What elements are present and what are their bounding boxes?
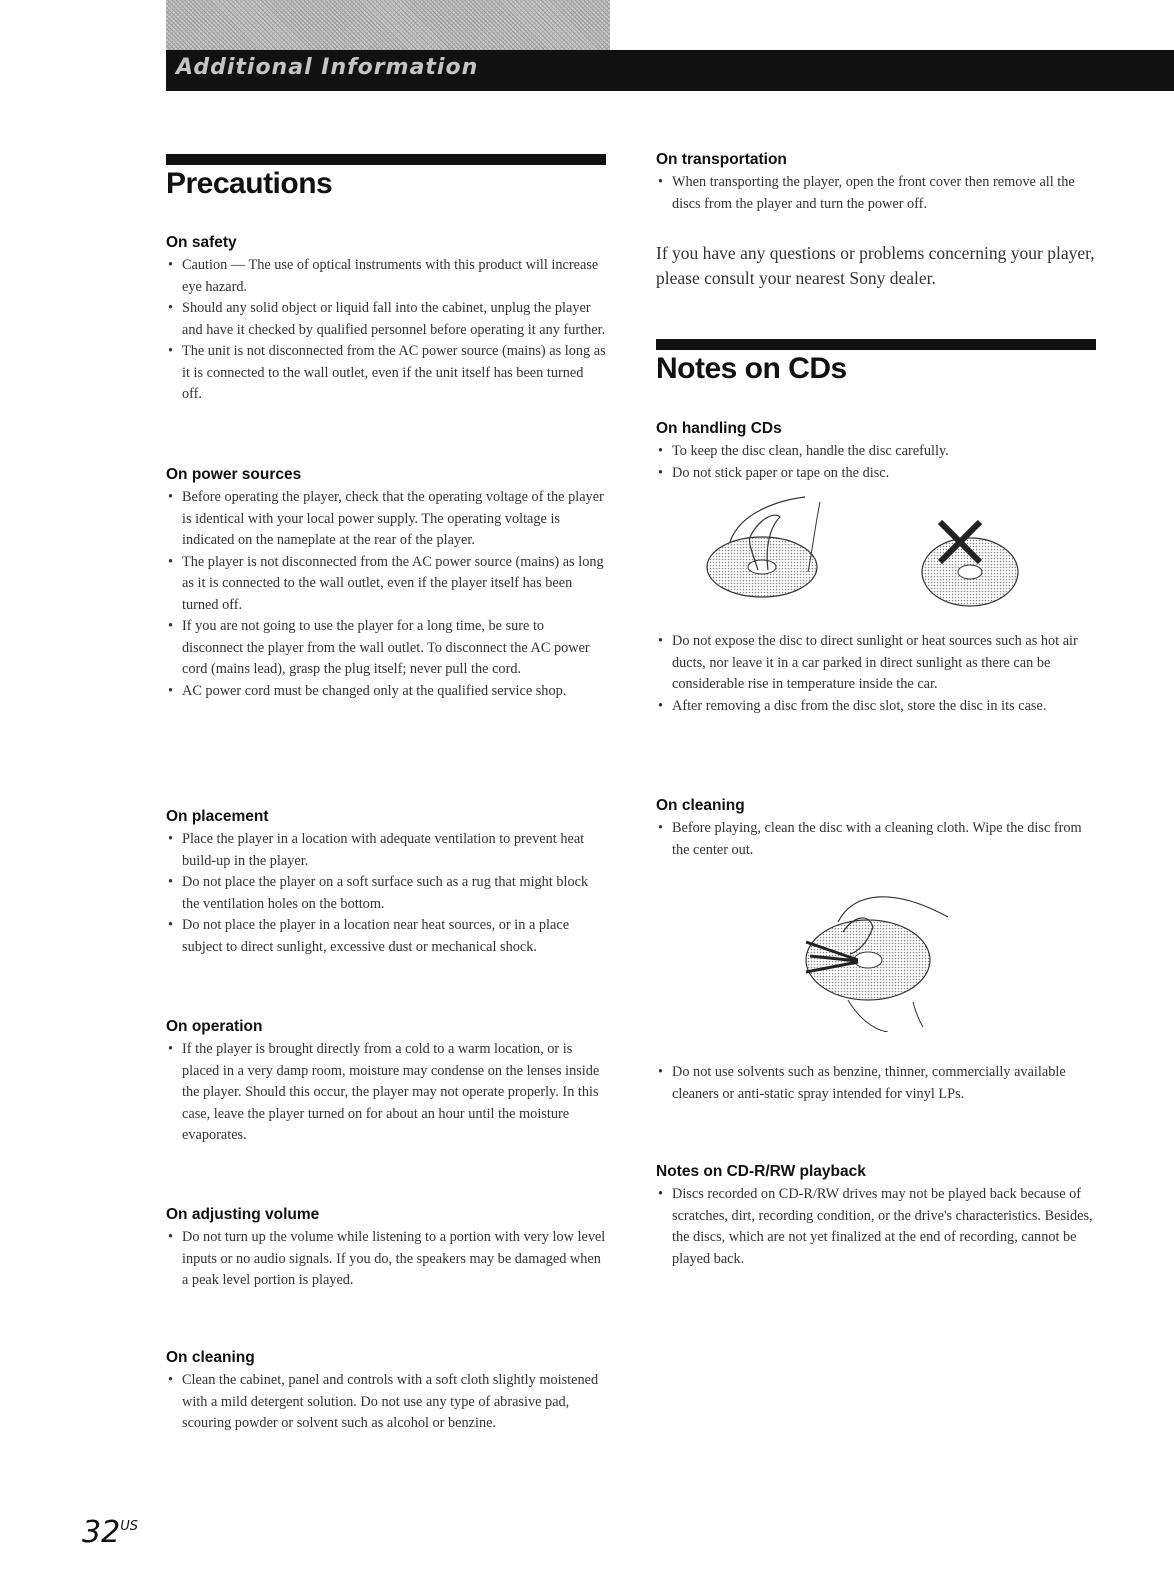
on-handling-more-list [656, 631, 1096, 717]
page-number-value: 32 [82, 1515, 121, 1550]
solvents-list [656, 1062, 1096, 1105]
on-placement-list [166, 829, 606, 958]
on-placement-block [166, 808, 606, 958]
list-item: • Do not stick paper or tape on the disc. [656, 463, 1096, 485]
hand-outline [848, 1000, 923, 1032]
cdrw-list [656, 1184, 1096, 1270]
list-item: • Should any solid object or liquid fall into the cabinet, unplug the player and have it checked by qualified personnel before operating it any further. [166, 298, 606, 341]
list-item: • The player is not disconnected from the AC power source (mains) as long as it is connected to the wall outlet, even if the player itself has been turned off. [166, 552, 606, 617]
on-safety-list [166, 255, 606, 406]
on-adjusting-volume-list [166, 1227, 606, 1292]
on-operation-heading: On operation [166, 1018, 263, 1035]
on-power-sources-heading: On power sources [166, 466, 302, 483]
on-handling-heading: On handling CDs [656, 420, 782, 437]
list-item: • Do not use solvents such as benzine, thinner, commercially available cleaners or anti-static spray intended for vinyl LPs. [656, 1062, 1096, 1105]
on-safety-block [166, 234, 606, 406]
cdrw-block [656, 1163, 1096, 1270]
on-adjusting-volume-block [166, 1206, 606, 1292]
list-item: • Place the player in a location with adequate ventilation to prevent heat build-up in the player. [166, 829, 606, 872]
section-rule [166, 154, 606, 165]
on-cleaning-disc-heading: On cleaning [656, 797, 745, 814]
on-power-sources-list [166, 487, 606, 702]
on-handling-list [656, 441, 1096, 484]
disc-handling-correct-illustration [700, 492, 830, 607]
list-item: • Before playing, clean the disc with a cleaning cloth. Wipe the disc from the center out. [656, 818, 1096, 861]
list-item: • When transporting the player, open the front cover then remove all the discs from the player and turn the power off. [656, 172, 1096, 215]
list-item: • If the player is brought directly from a cold to a warm location, or is placed in a very damp room, moisture may condense on the lenses inside the player. Should this occur, the player may not operate properly. In this case, leave the player turned on for about an hour until the moisture evaporates. [166, 1039, 606, 1147]
list-item: • Caution — The use of optical instruments with this product will increase eye hazard. [166, 255, 606, 298]
page-number-suffix: US [120, 1519, 138, 1534]
disc-hole [854, 952, 882, 968]
solvents-block [656, 1062, 1096, 1105]
list-item: • Do not expose the disc to direct sunlight or heat sources such as hot air ducts, nor leave it in a car parked in direct sunlight as there can be considerable rise in temperature inside the car. [656, 631, 1096, 696]
list-item: • To keep the disc clean, handle the disc carefully. [656, 441, 1096, 463]
on-operation-list [166, 1039, 606, 1147]
list-item: • After removing a disc from the disc slot, store the disc in its case. [656, 696, 1096, 718]
list-item: • Discs recorded on CD-R/RW drives may not be played back because of scratches, dirt, recording condition, or the drive's characteristics. Besides, the discs, which are not yet finalized at the end of recording, cannot be played back. [656, 1184, 1096, 1270]
list-item: • If you are not going to use the player for a long time, be sure to disconnect the player from the wall outlet. To disconnect the AC power cord (mains lead), grasp the plug itself; never pull the cord. [166, 616, 606, 681]
on-cleaning-disc-list [656, 818, 1096, 861]
header-title: Additional Information [176, 55, 479, 80]
page-number [82, 1515, 138, 1550]
on-operation-block [166, 1018, 606, 1147]
list-item: • Clean the cabinet, panel and controls with a soft cloth slightly moistened with a mild detergent solution. Do not use any type of abrasive pad, scouring powder or solvent such as alcohol or benzine. [166, 1370, 606, 1435]
notes-on-cds-section [656, 339, 1096, 386]
notes-on-cds-title: Notes on CDs [656, 352, 847, 385]
list-item: • Before operating the player, check that the operating voltage of the player is identical with your local power supply. The operating voltage is indicated on the nameplate at the rear of the player. [166, 487, 606, 552]
on-handling-more-block [656, 631, 1096, 717]
on-cleaning-disc-block [656, 797, 1096, 861]
list-item: • Do not place the player on a soft surface such as a rug that might block the ventilation holes on the bottom. [166, 872, 606, 915]
disc-hole [958, 565, 982, 579]
dealer-note [656, 241, 1096, 291]
section-rule [656, 339, 1096, 350]
list-item: • AC power cord must be changed only at the qualified service shop. [166, 681, 606, 703]
list-item: • The unit is not disconnected from the AC power source (mains) as long as it is connected to the wall outlet, even if the unit itself has been turned off. [166, 341, 606, 406]
on-transportation-heading: On transportation [656, 151, 787, 168]
on-power-sources-block [166, 466, 606, 702]
disc-handling-wrong-illustration [918, 512, 1023, 612]
on-cleaning-cabinet-block [166, 1349, 606, 1435]
list-item: • Do not turn up the volume while listening to a portion with very low level inputs or no audio signals. If you do, the speakers may be damaged when a peak level portion is played. [166, 1227, 606, 1292]
on-adjusting-volume-heading: On adjusting volume [166, 1206, 320, 1223]
dealer-note-text: If you have any questions or problems concerning your player, please consult your nearest Sony dealer. [656, 243, 1095, 288]
disc-hole [748, 560, 776, 574]
precautions-title: Precautions [166, 167, 333, 200]
on-transportation-list [656, 172, 1096, 215]
header-pattern [166, 0, 610, 50]
on-handling-block [656, 420, 1096, 484]
disc-cleaning-illustration [798, 882, 958, 1032]
on-cleaning-list [166, 1370, 606, 1435]
on-transportation-block [656, 151, 1096, 215]
on-cleaning-heading: On cleaning [166, 1349, 255, 1366]
list-item: • Do not place the player in a location near heat sources, or in a place subject to direct sunlight, excessive dust or mechanical shock. [166, 915, 606, 958]
on-safety-heading: On safety [166, 234, 237, 251]
on-placement-heading: On placement [166, 808, 269, 825]
cdrw-heading: Notes on CD-R/RW playback [656, 1163, 866, 1180]
precautions-section [166, 154, 606, 201]
